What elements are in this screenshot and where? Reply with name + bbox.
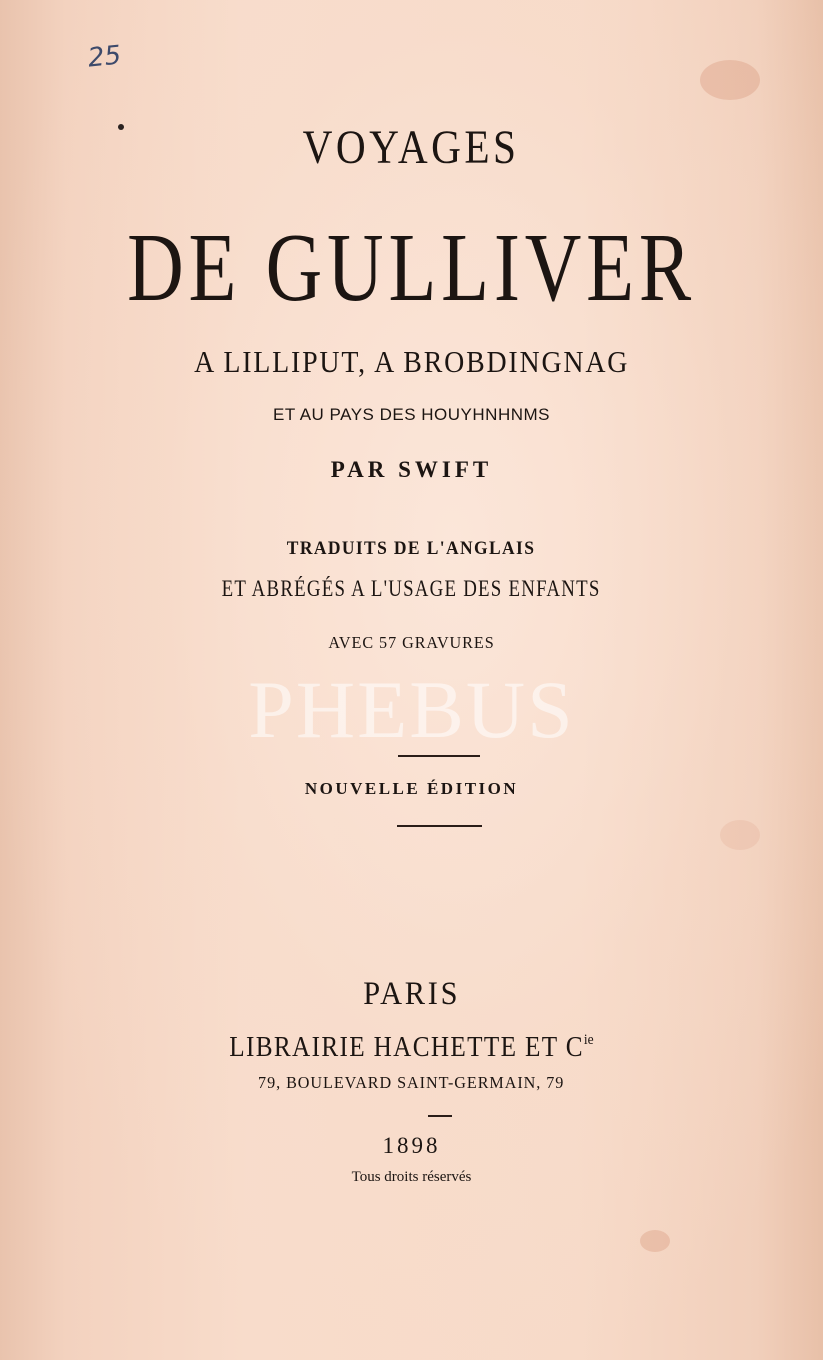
- divider-rule: [397, 825, 482, 827]
- watermark: PHEBUS: [248, 664, 575, 755]
- engravings-line: AVEC 57 GRAVURES: [328, 633, 495, 652]
- title-voyages: VOYAGES: [303, 121, 520, 174]
- pencil-annotation: 25: [86, 40, 123, 74]
- publisher-city: PARIS: [362, 976, 461, 1012]
- author-line: PAR SWIFT: [330, 457, 493, 482]
- paper-stain: [720, 820, 760, 850]
- paper-stain: [700, 60, 760, 100]
- paper-stain: [640, 1230, 670, 1252]
- divider-rule: [398, 755, 480, 757]
- publisher-name: LIBRAIRIE HACHETTE ET $C^{ie}$: [229, 1032, 594, 1063]
- subtitle-houyhnhnms: ET AU PAYS DES HOUYHNHNMS: [273, 405, 550, 424]
- abridged-line: ET ABRÉGÉS A L'USAGE DES ENFANTS: [222, 576, 601, 601]
- title-main: DE GULLIVER: [127, 214, 696, 322]
- publication-year: 1898: [382, 1133, 441, 1158]
- translation-line: TRADUITS DE L'ANGLAIS: [287, 538, 536, 559]
- divider-rule: [428, 1115, 452, 1117]
- edition-line: NOUVELLE ÉDITION: [304, 779, 519, 798]
- publisher-name-superscript: ie: [583, 1032, 594, 1048]
- subtitle-lands: A LILLIPUT, A BROBDINGNAG: [193, 344, 630, 379]
- rights-notice: Tous droits réservés: [351, 1169, 472, 1185]
- publisher-address: 79, BOULEVARD SAINT-GERMAIN, 79: [258, 1073, 565, 1092]
